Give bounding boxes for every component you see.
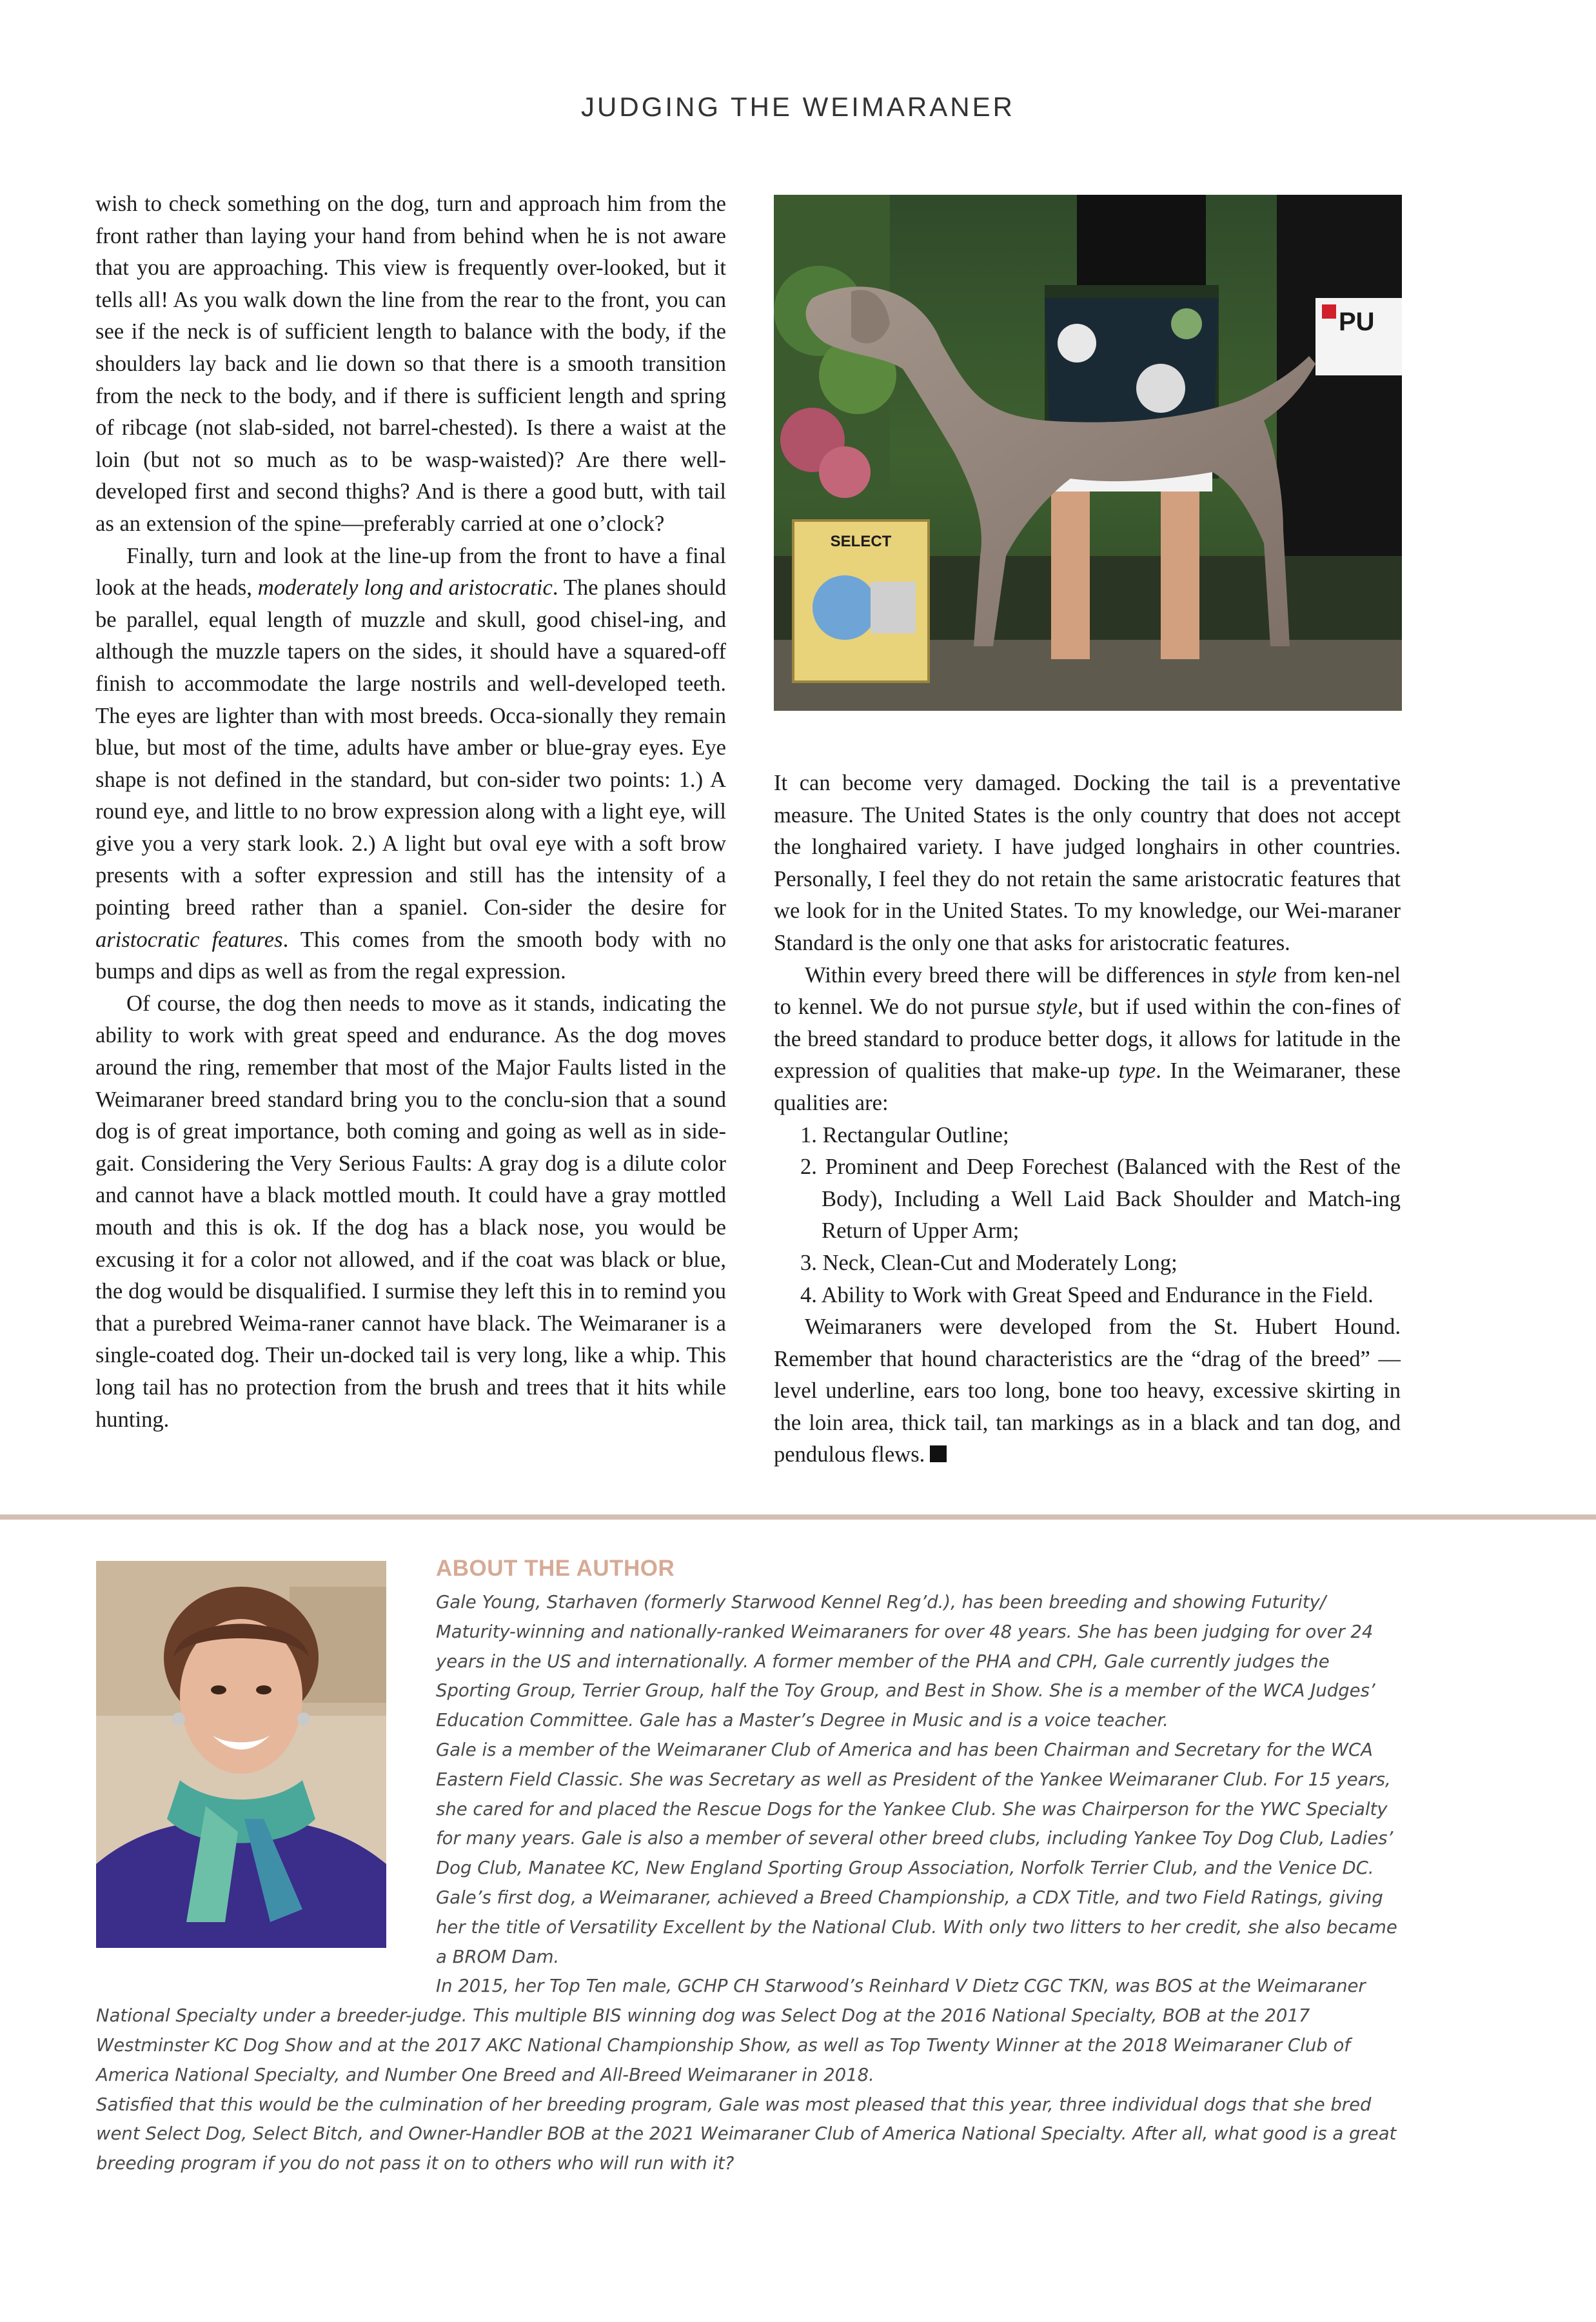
text-run: . The planes should be parallel, equal length of muzzle and skull, good chisel-ing, and although the muzzle tapers on the sides, it should have a squared-off finish to accommodate the large nostrils and well-developed teeth. The eyes are lighter than with most breeds. Occa-sionally they remain blue, but most of the time, adults have amber or blue-gray eyes. Eye shape is not defined in the standard, but con-sider two points: 1.) A round eye, and little to no brow expression along with a light eye, will give you a very stark look. 2.) A light but oval eye with a soft brow presents with a softer expression and still has the intensity of a pointing breed rather than a spaniel. Con-sider the desire for — [95, 575, 726, 920]
list-item: 3. Neck, Clean-Cut and Moderately Long; — [800, 1250, 1177, 1275]
qualities-list — [774, 1120, 1401, 1312]
emphasis-text: style — [1036, 995, 1078, 1020]
about-author-heading: ABOUT THE AUTHOR — [436, 1556, 675, 1581]
end-mark-icon — [930, 1445, 947, 1462]
text-run: . In the Weimaraner, these qualities are: — [774, 1058, 1401, 1115]
emphasis-text: moderately long and aristocratic — [257, 575, 553, 600]
text-run: , but if used within the con-fines of the breed standard to produce better dogs, it allows for latitude in the expression of qualities that make-up — [774, 995, 1401, 1084]
article-paragraph: It can become very damaged. Docking the tail is a preventative measure. The United States is the only country that does not accept the longhaired variety. I have judged longhairs in other countries. Personally, I feel they do not retain the same aristocratic features that we look for in the United States. To my knowledge, our Wei-maraner Standard is the only one that asks for aristocratic features. — [774, 771, 1401, 955]
text-run: Within every breed there will be differences in — [805, 962, 1236, 987]
list-item: 1. Rectangular Outline; — [800, 1122, 1009, 1147]
bio-paragraph: In 2015, her Top Ten male, GCHP CH Starwood’s Reinhard V Dietz CGC TKN, was BOS at the Weimaraner National Specialty under a breeder-judge. This multiple BIS winning dog was Select Dog at the 2016 National Specialty, BOB at the 2017 Westminster KC Dog Show and at the 2017 AKC National Championship Show, as well as Top Twenty Winner at the 2018 Weimaraner Club of America National Specialty, and Number One Breed and All-Breed Weimaraner in 2018. — [96, 1976, 1366, 2085]
bio-paragraph: Satisfied that this would be the culmination of her breeding program, Gale was most pleased that this year, three individual dogs that she bred went Select Dog, Select Bitch, and Owner-Handler BOB at the 2021 Weimaraner Club of America National Specialty. After all, what good is a great breeding program if you do not pass it on to others who will run with it? — [96, 2094, 1397, 2174]
article-left-column — [95, 188, 726, 1436]
article-paragraph: wish to check something on the dog, turn and approach him from the front rather than laying your hand from behind when he is not aware that you are approaching. This view is frequently over-looked, but it tells all! As you walk down the line from the rear to the front, you can see if the neck is of sufficient length to balance with the body, if the shoulders lay back and lie down so that there is a smooth transition from the neck to the body, and if there is sufficient length and spring of ribcage (not slab-sided, not barrel-chested). Is there a waist at the loin (but not so much as to be wasp-waisted)? Are there well-developed first and second thighs? And is there a good butt, with tail as an extension of the spine—preferably carried at one o’clock? — [95, 192, 726, 536]
article-paragraph: Of course, the dog then needs to move as it stands, indicating the ability to work with great speed and endurance. As the dog moves around the ring, remember that most of the Major Faults listed in the Weimaraner breed standard bring you to the conclu-sion that a sound dog is of great importance, both coming and going as well as in side-gait. Considering the Very Serious Faults: A gray dog is a dilute color and cannot have a black mottled mouth. It could have a gray mottled mouth and this is ok. If the dog has a black nose, you would be excusing it for a color not allowed, and if the coat was black or blue, the dog would be disqualified. I surmise they left this in to remind you that a purebred Weima-raner cannot have black. The Weimaraner is a single-coated dog. Their un-docked tail is very long, like a whip. This long tail has no protection from the brush and trees that it hits while hunting. — [95, 991, 726, 1432]
list-item: 2. Prominent and Deep Forechest (Balanced with the Rest of the Body), Including a Well Laid Back Shoulder and Match-ing Return of Upper Arm; — [800, 1155, 1401, 1244]
author-bio — [96, 1588, 1405, 2179]
article-right-column — [774, 768, 1401, 1471]
text-run: from ken-nel to kennel. We do not pursue — [774, 962, 1401, 1020]
text-run: Weimaraners were developed from the St. Hubert Hound. Remember that hound characteristics are the “drag of the breed” —level underline, ears too long, bone too heavy, excessive skirting in the loin area, thick tail, tan markings as in a black and tan dog, and pendulous flews. — [774, 1315, 1401, 1467]
article-paragraph — [95, 541, 726, 988]
bio-paragraph: Gale is a member of the Weimaraner Club of America and has been Chairman and Secretary for the WCA Eastern Field Classic. She was Secretary as well as President of the Yankee Weimaraner Club. For 15 years, she cared for and placed the Rescue Dogs for the Yankee Club. She was Chairperson for the YWC Specialty for many years. Gale is also a member of several other breed clubs, including Yankee Toy Dog Club, Ladies’ Dog Club, Manatee KC, New England Sporting Group Association, Norfolk Terrier Club, and the Venice DC. — [436, 1739, 1394, 1879]
emphasis-text: aristocratic features — [95, 927, 283, 952]
article-paragraph — [774, 960, 1401, 1120]
select-sign-text: SELECT — [830, 533, 892, 550]
text-run: Finally, turn and look at the line-up from the front to have a final look at the heads, — [95, 543, 726, 600]
text-run: . This comes from the smooth body with no bumps and dips as well as from the regal expression. — [95, 927, 726, 984]
page-header-title: JUDGING THE WEIMARANER — [581, 92, 1015, 122]
bio-paragraph: Gale Young, Starhaven (formerly Starwood Kennel Reg’d.), has been breeding and showing Futurity/ Maturity-winning and nationally-ranked Weimaraners for over 48 years. She has been judging for over 24 years in the US and internationally. A former member of the PHA and CPH, Gale currently judges the Sporting Group, Terrier Group, half the Toy Group, and Best in Show. She is a member of the WCA Judges’ Education Committee. Gale has a Master’s Degree in Music and is a voice teacher. — [436, 1592, 1375, 1731]
dog-photo-illustration — [774, 195, 1402, 711]
emphasis-text: style — [1236, 962, 1277, 987]
section-divider — [0, 1514, 1596, 1520]
weimaraner-show-photo — [774, 195, 1402, 711]
bio-paragraph: Gale’s first dog, a Weimaraner, achieved a Breed Championship, a CDX Title, and two Field Ratings, giving her the title of Versatility Excellent by the National Club. With only two litters to her credit, she also became a BROM Dam. — [436, 1887, 1397, 1967]
banner-text: PU — [1339, 308, 1375, 336]
portrait-spacer — [96, 1588, 436, 1975]
list-item: 4. Ability to Work with Great Speed and Endurance in the Field. — [800, 1282, 1374, 1307]
emphasis-text: type — [1118, 1058, 1156, 1084]
article-paragraph — [774, 1311, 1401, 1471]
